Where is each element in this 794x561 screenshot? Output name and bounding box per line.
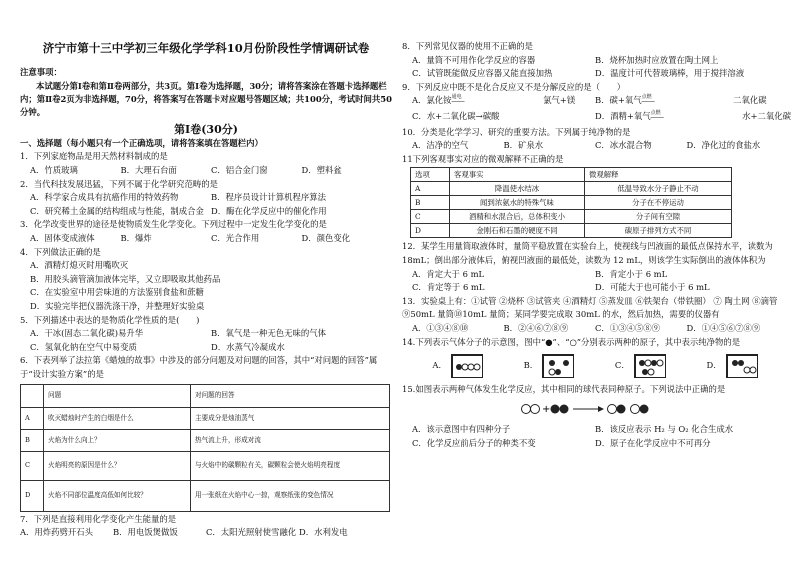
- option-c: C．光合作用: [211, 232, 260, 243]
- table-cell: 酒精和水混合后，总体积变小: [450, 210, 585, 224]
- reaction-arrow: 点燃 ────: [650, 109, 664, 121]
- option-b: B．肯定小于 6 mL: [595, 268, 668, 279]
- option-list: [402, 322, 778, 336]
- question-9: [402, 81, 792, 126]
- question-stem: 8．下列常见仪器的使用不正确的是: [402, 41, 533, 51]
- table-cell: 金刚石和石墨的硬度不同: [450, 224, 585, 238]
- option-c: C．: [615, 354, 666, 378]
- question-12: [402, 240, 778, 294]
- table-cell: 碳原子排列方式不同: [585, 224, 732, 238]
- table-cell: C: [21, 451, 44, 480]
- table-cell: 分子在不停运动: [585, 196, 732, 210]
- table-cell: 火焰不同部位温度高低如何比较？: [44, 480, 191, 511]
- molecule-diagram-c: [634, 354, 666, 378]
- table-cell: 主要成分是烛油蒸气: [191, 407, 390, 429]
- option-d: D．可能大于也可能小于 6 mL: [595, 282, 710, 293]
- table-cell: B: [21, 429, 44, 451]
- option-a: A．: [432, 354, 482, 378]
- table-cell: A: [411, 182, 450, 196]
- option-a: A．科学家合成具有抗癌作用的特效药物: [30, 192, 179, 203]
- table-cell: 火焰明亮的原因是什么？: [44, 451, 191, 480]
- option-list: [402, 268, 778, 295]
- option-d: D．①④⑤⑥⑦⑧⑨: [686, 322, 761, 333]
- option-b: B．碳+氧气 点燃 ──── 二氧化碳: [595, 94, 778, 110]
- question-stem: 1．下列家庭物品是用天然材料制成的是: [20, 151, 168, 162]
- option-list: [20, 191, 392, 218]
- section-instruction: 一、选择题（每小题只有一个正确选项，请将答案填在答题栏内）: [20, 137, 263, 148]
- question-14: [402, 336, 778, 384]
- table-row: [411, 210, 732, 224]
- option-a: A．固体变成液体: [30, 232, 95, 243]
- table-cell: 分子间有空隙: [585, 210, 732, 224]
- table-row: [21, 407, 390, 429]
- table-cell: 与火焰中的碳颗粒有关，碳颗粒会使火焰明亮程度: [191, 451, 390, 480]
- option-a: A．竹质玻璃: [30, 165, 78, 175]
- question-2: [20, 178, 392, 219]
- option-a: A．洁净的空气: [412, 140, 469, 151]
- table-cell: A: [21, 407, 44, 429]
- option-b: B．矿泉水: [503, 140, 544, 151]
- option-d: D．酒精+氧气 点燃 ──── 水+二氧化碳: [595, 110, 778, 126]
- option-a: A．酒精灯熄灭时用嘴吹灭: [30, 260, 129, 271]
- question-6: [20, 354, 392, 511]
- option-c: C．氢氧化钠在空气中易变质: [30, 341, 137, 352]
- question-stem: 10．分类是化学学习、研究的重要方法。下列属于纯净物的是: [402, 126, 631, 137]
- option-list: [20, 526, 392, 540]
- option-c: C．水+二氧化碳→碳酸: [412, 110, 500, 121]
- option-a: A．肯定大于 6 mL: [412, 268, 485, 279]
- table-header-cell: 客观事实: [450, 168, 585, 182]
- reaction-diagram: [402, 397, 778, 419]
- option-c: C．化学反应前后分子的种类不变: [412, 437, 536, 448]
- option-a: A．①③④⑧⑩: [412, 322, 469, 333]
- question-4: [20, 246, 392, 314]
- option-c: C．研究稀土金属的结构组成与性能，制成合金: [30, 205, 204, 216]
- svg-text:+: +: [542, 403, 551, 415]
- molecule-diagram-a: [451, 354, 483, 378]
- table-cell: D: [21, 480, 44, 511]
- question-10: [402, 126, 778, 153]
- option-d: D．温度计可代替玻璃棒，用于搅拌溶液: [595, 68, 745, 79]
- candle-question-table: [20, 384, 390, 512]
- option-b: B．: [524, 354, 575, 378]
- table-cell: B: [411, 196, 450, 210]
- question-stem: 3．化学改变世界的途径是使物质发生化学变化。下列过程中一定发生化学变化的是: [20, 219, 327, 230]
- table-header-row: [411, 168, 732, 182]
- table-header-row: [21, 384, 390, 407]
- table-row: [411, 182, 732, 196]
- option-a: A．干冰(固态二氧化碳)易升华: [30, 328, 144, 339]
- option-a: A．该示意图中有四种分子: [412, 424, 511, 435]
- option-list: [402, 423, 778, 450]
- option-b: B．氧气是一种无色无味的气体: [211, 328, 327, 339]
- molecule-diagram-b: [542, 354, 574, 378]
- option-c: C．铝合金门窗: [211, 165, 268, 175]
- option-a: A．氯化铵 通电 ──── 氯气+镁: [412, 94, 595, 110]
- table-row: [21, 451, 390, 480]
- option-a: A．用炸药劈开石头: [20, 527, 94, 538]
- notice-text: 本试题分第Ⅰ卷和第Ⅱ卷两部分，共3页。第Ⅰ卷为选择题，30分；请将答案涂在答题卡选择题栏内；第Ⅱ卷2页为非选择题，70分，将答案写在答题卡对应题号答题区域；共100分，考试时间共50分钟。: [20, 80, 392, 118]
- table-header-cell: 问题: [44, 384, 191, 407]
- question-stem: 11下列客观事实对应的微观解释不正确的是: [402, 153, 564, 164]
- option-list: [402, 54, 778, 81]
- option-b: B．大理石台面: [120, 165, 177, 175]
- micro-explanation-table: [410, 167, 732, 238]
- option-d: D．: [707, 354, 758, 378]
- table-row: [411, 224, 732, 238]
- option-list: [402, 94, 792, 125]
- left-column: [20, 0, 392, 540]
- table-cell: 热气流上升，形成对流: [191, 429, 390, 451]
- table-cell: 闻到浓氨水的特殊气味: [450, 196, 585, 210]
- option-list: [402, 139, 778, 153]
- question-stem: 2．当代科技发展迅猛，下列不属于化学研究范畴的是: [20, 178, 218, 189]
- table-cell: 低温导致水分子静止不动: [585, 182, 732, 196]
- question-1: [20, 150, 392, 177]
- option-c: C．①③④⑤⑧⑨: [595, 322, 661, 333]
- option-d: D．净化过的食盐水: [686, 140, 761, 151]
- option-c: C．肯定等于 6 mL: [412, 282, 485, 293]
- question-15: [402, 383, 778, 450]
- option-b: B．该反应表示 H₂ 与 O₂ 化合生成水: [595, 424, 734, 435]
- option-c: C．试管既能做反应容器又能直接加热: [412, 68, 553, 79]
- question-stem: 12．某学生用量筒取液体时，量筒平稳放置在实验台上，使视线与凹液面的最低点保持水平，读数为18mL；倒出部分液体后，俯视凹液面的最低处，读数为 12 mL，则该学生实际倒出的液体体积为: [402, 241, 773, 265]
- option-b: B．程序员设计计算机程序算法: [211, 192, 327, 203]
- table-cell: 吹灭蜡烛时产生的白烟是什么: [44, 407, 191, 429]
- option-b: B．爆炸: [120, 232, 152, 243]
- question-11: [402, 153, 778, 239]
- option-d: D．原子在化学反应中不可再分: [595, 437, 711, 448]
- table-header-cell: 对问题的回答: [191, 384, 390, 407]
- question-stem: 9．下列反应中既不是化合反应又不是分解反应的是（ ）: [402, 81, 626, 92]
- option-d: D．塑料盆: [301, 165, 342, 175]
- option-b: B．烧杯加热时应放置在陶土网上: [595, 54, 719, 65]
- section-title: 第Ⅰ卷(30分): [174, 122, 238, 136]
- question-stem: 13．实验桌上有：①试管 ②烧杯 ③试管夹 ④酒精灯 ⑤蒸发皿 ⑥铁架台（带铁圈） ⑦ 陶土网 ⑧滴管 ⑨50mL 量筒⑩10mL 量筒；某同学要完成取 30mL 的水，然后加热，需要的仪器有: [402, 295, 778, 320]
- reaction-arrow: 点燃 ────: [641, 94, 655, 106]
- option-c: C．冰水混合物: [595, 140, 652, 151]
- question-13: [402, 295, 778, 336]
- exam-title: 济宁市第十三中学初三年级化学学科10月份阶段性学情调研试卷: [42, 41, 370, 55]
- question-7: [20, 513, 392, 540]
- table-cell: D: [411, 224, 450, 238]
- right-column: [402, 0, 792, 450]
- question-stem: 14.下列表示气体分子的示意图，图中“●”、“○”分别表示两种的原子，其中表示纯净物的是: [402, 336, 741, 347]
- option-b: B．用电饭煲做饭: [113, 527, 178, 538]
- option-list: [20, 164, 392, 178]
- table-cell: 降温使水结冰: [450, 182, 585, 196]
- table-cell: 用一张纸在火焰中心一掠，观察纸张的变色情况: [191, 480, 390, 511]
- question-stem: 15.如图表示两种气体发生化学反应，其中相同的球代表同种原子。下列说法中正确的是: [402, 384, 726, 395]
- table-header-cell: 微观解释: [585, 168, 732, 182]
- question-5: [20, 314, 392, 355]
- option-list: [20, 232, 392, 246]
- question-stem: 5．下列描述中表达的是物质化学性质的是( ): [20, 314, 200, 325]
- question-stem: 4．下列做法正确的是: [20, 246, 101, 257]
- option-d: D．水利发电: [299, 527, 348, 538]
- option-b: B．用胶头滴管滴加液体完毕，又立即吸取其他药品: [30, 273, 221, 284]
- option-list: [20, 327, 392, 354]
- option-b: B．②④⑥⑦⑧⑨: [503, 322, 569, 333]
- reaction-arrow: 通电 ────: [451, 94, 465, 106]
- option-c: C．在实验室中用尝味道的方法鉴别食盐和蔗糖: [30, 287, 204, 298]
- table-row: [21, 429, 390, 451]
- notice-heading: 注意事项：: [20, 67, 62, 77]
- table-cell: 火焰为什么向上？: [44, 429, 191, 451]
- option-d: D．实验完毕把仪器洗涤干净，并整理好实验桌: [30, 300, 205, 311]
- molecule-diagram-d: [726, 354, 758, 378]
- table-header-cell: 选项: [411, 168, 450, 182]
- table-cell: C: [411, 210, 450, 224]
- molecule-options: [402, 349, 778, 383]
- option-d: D．酶在化学反应中的催化作用: [211, 205, 327, 216]
- question-3: [20, 218, 392, 245]
- option-a: A．量筒不可用作化学反应的容器: [412, 54, 536, 65]
- question-stem: 7．下列是直接利用化学变化产生能量的是: [20, 513, 177, 524]
- question-8: [402, 40, 778, 81]
- option-d: D．颜色变化: [301, 232, 351, 243]
- table-row: [21, 480, 390, 511]
- option-d: D．水蒸气冷凝成水: [211, 341, 285, 352]
- question-stem: 6．下表列举了法拉第《蜡烛的故事》中涉及的部分问题及对问题的回答，其中“对问题的回答”属于“设计实验方案”的是: [20, 355, 378, 379]
- option-c: C．太阳光照射使雪融化: [206, 527, 297, 538]
- table-row: [411, 196, 732, 210]
- option-list: [20, 259, 392, 313]
- table-header-cell: [21, 384, 44, 407]
